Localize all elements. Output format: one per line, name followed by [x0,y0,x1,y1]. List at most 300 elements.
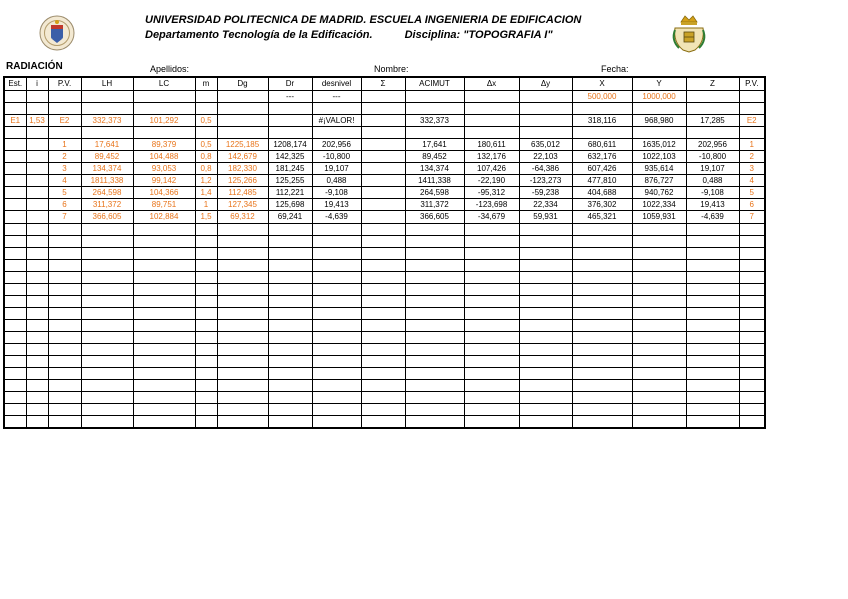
section-title: RADIACIÓN [6,61,63,72]
table-cell [572,307,632,319]
table-row [4,187,765,199]
table-cell [405,103,464,115]
table-cell [4,356,26,368]
table-row [4,103,765,115]
table-cell [133,91,195,103]
table-cell [195,247,217,259]
table-cell [519,368,572,380]
table-cell: 311,372 [405,199,464,211]
table-cell [739,295,765,307]
table-cell [81,331,133,343]
table-cell [81,283,133,295]
table-cell [133,223,195,235]
table-cell [686,307,739,319]
table-cell: 6 [739,199,765,211]
table-cell [361,103,405,115]
table-cell [268,127,312,139]
table-cell [464,271,519,283]
table-cell: 142,679 [217,151,268,163]
table-cell [268,307,312,319]
table-cell [26,368,48,380]
table-row [4,356,765,368]
table-cell [519,283,572,295]
table-cell [312,404,361,416]
table-cell: 1059,931 [632,211,686,223]
table-cell [48,356,81,368]
table-cell [195,283,217,295]
table-cell: 104,488 [133,151,195,163]
table-cell [26,151,48,163]
table-cell [48,283,81,295]
table-cell [26,139,48,151]
table-cell [686,331,739,343]
table-cell [217,307,268,319]
table-cell [81,343,133,355]
table-cell: E2 [739,115,765,127]
table-cell: 127,345 [217,199,268,211]
table-cell [632,392,686,404]
table-cell: -123,273 [519,175,572,187]
table-cell [312,331,361,343]
table-cell [133,416,195,429]
table-cell: 5 [48,187,81,199]
table-cell [268,115,312,127]
table-cell [217,235,268,247]
table-cell: 19,413 [686,199,739,211]
table-cell [48,235,81,247]
table-cell [26,404,48,416]
table-cell [519,223,572,235]
column-header: Δx [464,77,519,91]
table-cell [686,91,739,103]
table-cell [217,103,268,115]
table-cell [133,103,195,115]
table-cell: -95,312 [464,187,519,199]
table-cell [268,343,312,355]
table-cell [361,319,405,331]
table-cell [519,103,572,115]
table-cell [268,283,312,295]
table-cell [572,223,632,235]
table-cell [268,331,312,343]
table-cell [217,271,268,283]
table-cell: 1,4 [195,187,217,199]
table-cell [217,331,268,343]
nombre-label: Nombre: [374,64,409,74]
table-cell [632,380,686,392]
table-cell [361,127,405,139]
column-header: Z [686,77,739,91]
table-cell [519,271,572,283]
table-cell [632,343,686,355]
table-cell [632,283,686,295]
table-row [4,127,765,139]
table-cell: 17,285 [686,115,739,127]
table-cell [519,115,572,127]
table-row [4,175,765,187]
column-header: P.V. [739,77,765,91]
table-cell [405,127,464,139]
department-name: Departamento Tecnología de la Edificación. [145,29,373,41]
table-cell: -34,679 [464,211,519,223]
table-cell: 1 [195,199,217,211]
table-cell [26,271,48,283]
table-cell [361,211,405,223]
table-cell [739,283,765,295]
table-cell [268,356,312,368]
table-cell: -22,190 [464,175,519,187]
table-cell [312,127,361,139]
table-cell [48,392,81,404]
table-cell [572,283,632,295]
table-cell: 202,956 [312,139,361,151]
table-cell [361,139,405,151]
table-cell [405,380,464,392]
table-cell [268,103,312,115]
table-cell [361,247,405,259]
table-cell [464,259,519,271]
column-header: i [26,77,48,91]
table-cell [519,307,572,319]
table-cell [519,127,572,139]
table-cell: 17,641 [405,139,464,151]
table-cell [686,416,739,429]
table-cell [405,331,464,343]
university-title: UNIVERSIDAD POLITECNICA DE MADRID. ESCUELA INGENIERIA DE EDIFICACION [145,14,582,26]
header-row [4,77,765,91]
table-cell [133,235,195,247]
table-cell [4,404,26,416]
table-cell [48,127,81,139]
table-cell: -4,639 [312,211,361,223]
table-cell [464,416,519,429]
table-cell [572,259,632,271]
column-header: Est. [4,77,26,91]
table-cell: 89,379 [133,139,195,151]
table-cell: 7 [48,211,81,223]
university-crest-logo [38,14,76,52]
table-cell [405,271,464,283]
table-cell [361,295,405,307]
table-row [4,115,765,127]
table-cell: 1811,338 [81,175,133,187]
table-cell [48,319,81,331]
table-cell [48,416,81,429]
table-cell [81,356,133,368]
table-cell [4,295,26,307]
table-cell [464,343,519,355]
table-cell [312,307,361,319]
table-cell [195,127,217,139]
table-cell [519,331,572,343]
table-cell [133,331,195,343]
table-cell: 182,330 [217,163,268,175]
column-header: LC [133,77,195,91]
table-cell [361,271,405,283]
table-cell [739,392,765,404]
table-cell [268,416,312,429]
table-cell [195,259,217,271]
table-cell: E2 [48,115,81,127]
table-cell [4,199,26,211]
table-cell: 264,598 [81,187,133,199]
table-cell [361,91,405,103]
table-cell [26,356,48,368]
table-cell [572,127,632,139]
table-cell [48,343,81,355]
table-cell [312,271,361,283]
table-cell: 107,426 [464,163,519,175]
table-cell: 404,688 [572,187,632,199]
table-cell [519,235,572,247]
table-cell: 1635,012 [632,139,686,151]
column-header: LH [81,77,133,91]
table-cell [405,343,464,355]
table-cell [361,199,405,211]
table-cell [632,404,686,416]
table-cell [739,307,765,319]
table-cell: 102,884 [133,211,195,223]
table-cell [81,319,133,331]
table-cell [405,307,464,319]
table-cell [4,127,26,139]
table-cell [217,127,268,139]
table-cell [26,103,48,115]
table-cell: 0,8 [195,151,217,163]
table-cell: 5 [739,187,765,199]
table-cell [739,331,765,343]
table-row [4,380,765,392]
table-cell [405,223,464,235]
table-cell: 876,727 [632,175,686,187]
table-cell [632,356,686,368]
table-cell [4,247,26,259]
table-cell [361,235,405,247]
table-cell [686,235,739,247]
table-cell [519,416,572,429]
table-cell [268,368,312,380]
table-cell: 680,611 [572,139,632,151]
table-cell: 940,762 [632,187,686,199]
table-cell: 101,292 [133,115,195,127]
table-cell [572,235,632,247]
table-cell [572,404,632,416]
table-cell [572,331,632,343]
table-cell [686,343,739,355]
table-cell [48,247,81,259]
table-cell [519,380,572,392]
table-cell: 3 [48,163,81,175]
table-cell [686,127,739,139]
table-cell: 635,012 [519,139,572,151]
table-cell [739,356,765,368]
table-cell: 332,373 [81,115,133,127]
table-cell: 132,176 [464,151,519,163]
table-cell [26,211,48,223]
table-cell [81,380,133,392]
table-cell: 104,366 [133,187,195,199]
table-cell [686,223,739,235]
table-cell: -59,238 [519,187,572,199]
table-cell [686,283,739,295]
table-cell [26,199,48,211]
table-cell [133,319,195,331]
table-cell [361,356,405,368]
table-cell [361,259,405,271]
table-cell [133,343,195,355]
table-row [4,343,765,355]
table-cell [48,331,81,343]
table-cell [268,271,312,283]
table-cell [268,392,312,404]
table-cell [195,368,217,380]
table-cell: 1 [48,139,81,151]
table-cell [48,259,81,271]
table-cell [686,271,739,283]
table-cell [312,295,361,307]
table-cell: 465,321 [572,211,632,223]
table-cell [632,307,686,319]
table-cell [81,392,133,404]
table-cell [81,259,133,271]
table-cell [268,319,312,331]
table-cell: 632,176 [572,151,632,163]
table-cell [81,368,133,380]
table-cell [4,103,26,115]
table-cell [519,356,572,368]
table-cell [572,103,632,115]
table-cell [48,307,81,319]
table-cell [217,91,268,103]
table-cell: 69,241 [268,211,312,223]
table-cell [686,295,739,307]
table-cell [739,319,765,331]
table-cell: 89,452 [81,151,133,163]
table-cell [739,235,765,247]
table-cell [48,404,81,416]
table-cell: 134,374 [405,163,464,175]
table-cell: 89,751 [133,199,195,211]
table-cell [632,416,686,429]
table-cell [405,91,464,103]
table-cell [268,380,312,392]
table-cell [4,151,26,163]
table-cell [4,187,26,199]
table-cell [572,356,632,368]
table-cell [312,319,361,331]
table-cell [519,404,572,416]
table-cell [81,223,133,235]
table-cell [361,187,405,199]
table-cell: 17,641 [81,139,133,151]
table-cell [133,295,195,307]
table-cell [312,283,361,295]
table-cell [312,380,361,392]
table-cell [217,368,268,380]
table-cell [312,368,361,380]
table-cell [361,331,405,343]
school-crest-logo [667,12,711,56]
table-cell: -4,639 [686,211,739,223]
table-cell [464,115,519,127]
table-cell [572,319,632,331]
table-cell [48,91,81,103]
table-cell [739,368,765,380]
table-cell [361,115,405,127]
table-cell [464,380,519,392]
table-cell [4,175,26,187]
table-cell [405,404,464,416]
table-cell: 500,000 [572,91,632,103]
table-cell [26,331,48,343]
table-cell [195,416,217,429]
column-header: desnivel [312,77,361,91]
table-cell [195,223,217,235]
table-cell [4,307,26,319]
table-cell [195,392,217,404]
table-cell: #¡VALOR! [312,115,361,127]
table-cell [4,368,26,380]
table-cell [195,319,217,331]
table-cell [81,307,133,319]
table-cell: E1 [4,115,26,127]
table-cell [361,223,405,235]
table-cell [133,307,195,319]
table-cell [361,307,405,319]
table-cell [195,103,217,115]
table-cell [632,295,686,307]
table-cell [268,404,312,416]
table-row [4,139,765,151]
table-cell [405,319,464,331]
table-row [4,331,765,343]
table-cell: 332,373 [405,115,464,127]
column-header: Y [632,77,686,91]
table-row [4,223,765,235]
table-cell [26,295,48,307]
table-cell: 4 [739,175,765,187]
table-cell: --- [312,91,361,103]
table-row [4,259,765,271]
table-cell [81,127,133,139]
table-cell [133,247,195,259]
table-cell: 134,374 [81,163,133,175]
table-cell: 1 [739,139,765,151]
table-cell: 112,221 [268,187,312,199]
apellidos-label: Apellidos: [150,64,190,74]
column-header: X [572,77,632,91]
table-cell [195,343,217,355]
table-cell [4,139,26,151]
table-cell [26,283,48,295]
table-cell [217,404,268,416]
table-cell [632,247,686,259]
table-cell [632,259,686,271]
table-cell [739,416,765,429]
table-cell [519,343,572,355]
table-cell [405,392,464,404]
table-row [4,235,765,247]
table-cell [217,416,268,429]
table-cell [312,259,361,271]
table-cell [519,295,572,307]
table-cell: 1,53 [26,115,48,127]
column-header: P.V. [48,77,81,91]
table-cell [405,416,464,429]
table-cell [464,356,519,368]
table-cell: 125,266 [217,175,268,187]
table-cell [739,259,765,271]
